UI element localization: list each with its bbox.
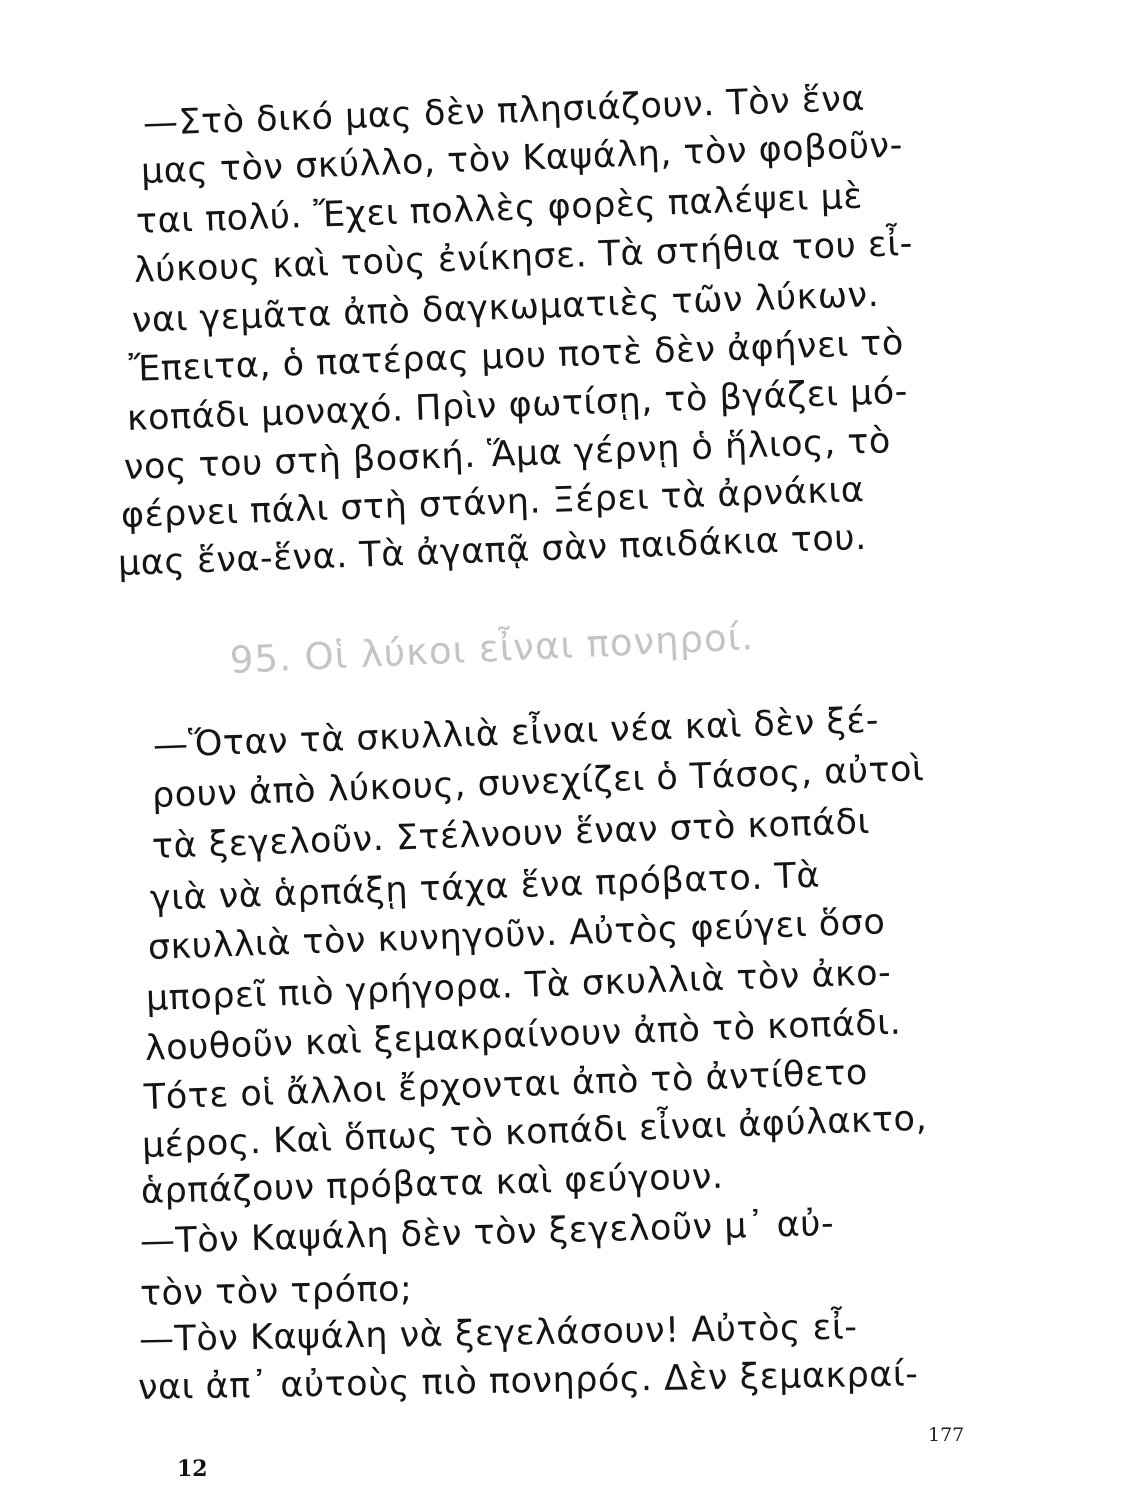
text-line: Ἔπειτα, ὁ πατέρας μου ποτὲ δὲν ἀφήνει τὸ (128, 322, 905, 390)
text-line: μέρος. Καὶ ὅπως τὸ κοπάδι εἶναι ἀφύλακτο, (141, 1098, 928, 1166)
text-line: σκυλλιὰ τὸν κυνηγοῦν. Αὐτὸς φεύγει ὅσο (147, 902, 886, 968)
text-line: κοπάδι μοναχό. Πρὶν φωτίσῃ, τὸ βγάζει μό- (126, 371, 909, 439)
text-line: μας ἕνα-ἕνα. Τὰ ἀγαπᾷ σὰν παιδάκια του. (117, 517, 868, 584)
text-line: Τότε οἱ ἄλλοι ἔρχονται ἀπὸ τὸ ἀντίθετο (143, 1052, 869, 1118)
text-line: ται πολύ. Ἔχει πολλὲς φορὲς παλέψει μὲ (135, 176, 864, 242)
text-line: ναι γεμᾶτα ἀπὸ δαγκωματιὲς τῶν λύκων. (131, 274, 880, 341)
text-line: λύκους καὶ τοὺς ἐνίκησε. Τὰ στήθια του εἶ- (133, 223, 914, 291)
text-line: τὸν τὸν τρόπο; (139, 1269, 413, 1314)
section-heading: 95. Οἱ λύκοι εἶναι πονηροί. (229, 615, 755, 682)
text-line: φέρνει πάλι στὴ στάνη. Ξέρει τὰ ἀρνάκια (120, 470, 865, 536)
text-line: γιὰ νὰ ἁρπάξῃ τάχα ἕνα πρόβατο. Τὰ (149, 855, 821, 919)
text-line: μπορεῖ πιὸ γρήγορα. Τὰ σκυλλιὰ τὸν ἀκο- (145, 952, 892, 1019)
text-line: μας τὸν σκύλλο, τὸν Καψάλη, τὸν φοβοῦν- (140, 125, 904, 192)
text-line: —Τὸν Καψάλη δὲν τὸν ξεγελοῦν μ᾿ αὐ- (139, 1203, 835, 1262)
text-line: ρουν ἀπὸ λύκους, συνεχίζει ὁ Τάσος, αὐτοὶ (151, 749, 925, 816)
text-line: —Στὸ δικό μας δὲν πλησιάζουν. Τὸν ἕνα (142, 78, 866, 144)
text-line: τὰ ξεγελοῦν. Στέλνουν ἕναν στὸ κοπάδι (151, 801, 871, 867)
text-line: λουθοῦν καὶ ξεμακραίνουν ἀπὸ τὸ κοπάδι. (144, 1002, 902, 1069)
text-line: —Ὅταν τὰ σκυλλιὰ εἶναι νέα καὶ δὲν ξέ- (152, 700, 880, 766)
printer-signature: 12 (177, 1456, 208, 1482)
page-number: 177 (928, 1424, 965, 1446)
text-line: ἁρπάζουν πρόβατα καὶ φεύγουν. (140, 1156, 724, 1212)
text-line: ναι ἀπ᾿ αὐτοὺς πιὸ πονηρός. Δὲν ξεμακραί- (137, 1354, 919, 1408)
text-line: νος του στὴ βοσκή. Ἅμα γέρνῃ ὁ ἥλιος, τὸ (123, 421, 892, 488)
text-line: —Τὸν Καψάλη νὰ ξεγελάσουν! Αὐτὸς εἶ- (138, 1307, 858, 1360)
